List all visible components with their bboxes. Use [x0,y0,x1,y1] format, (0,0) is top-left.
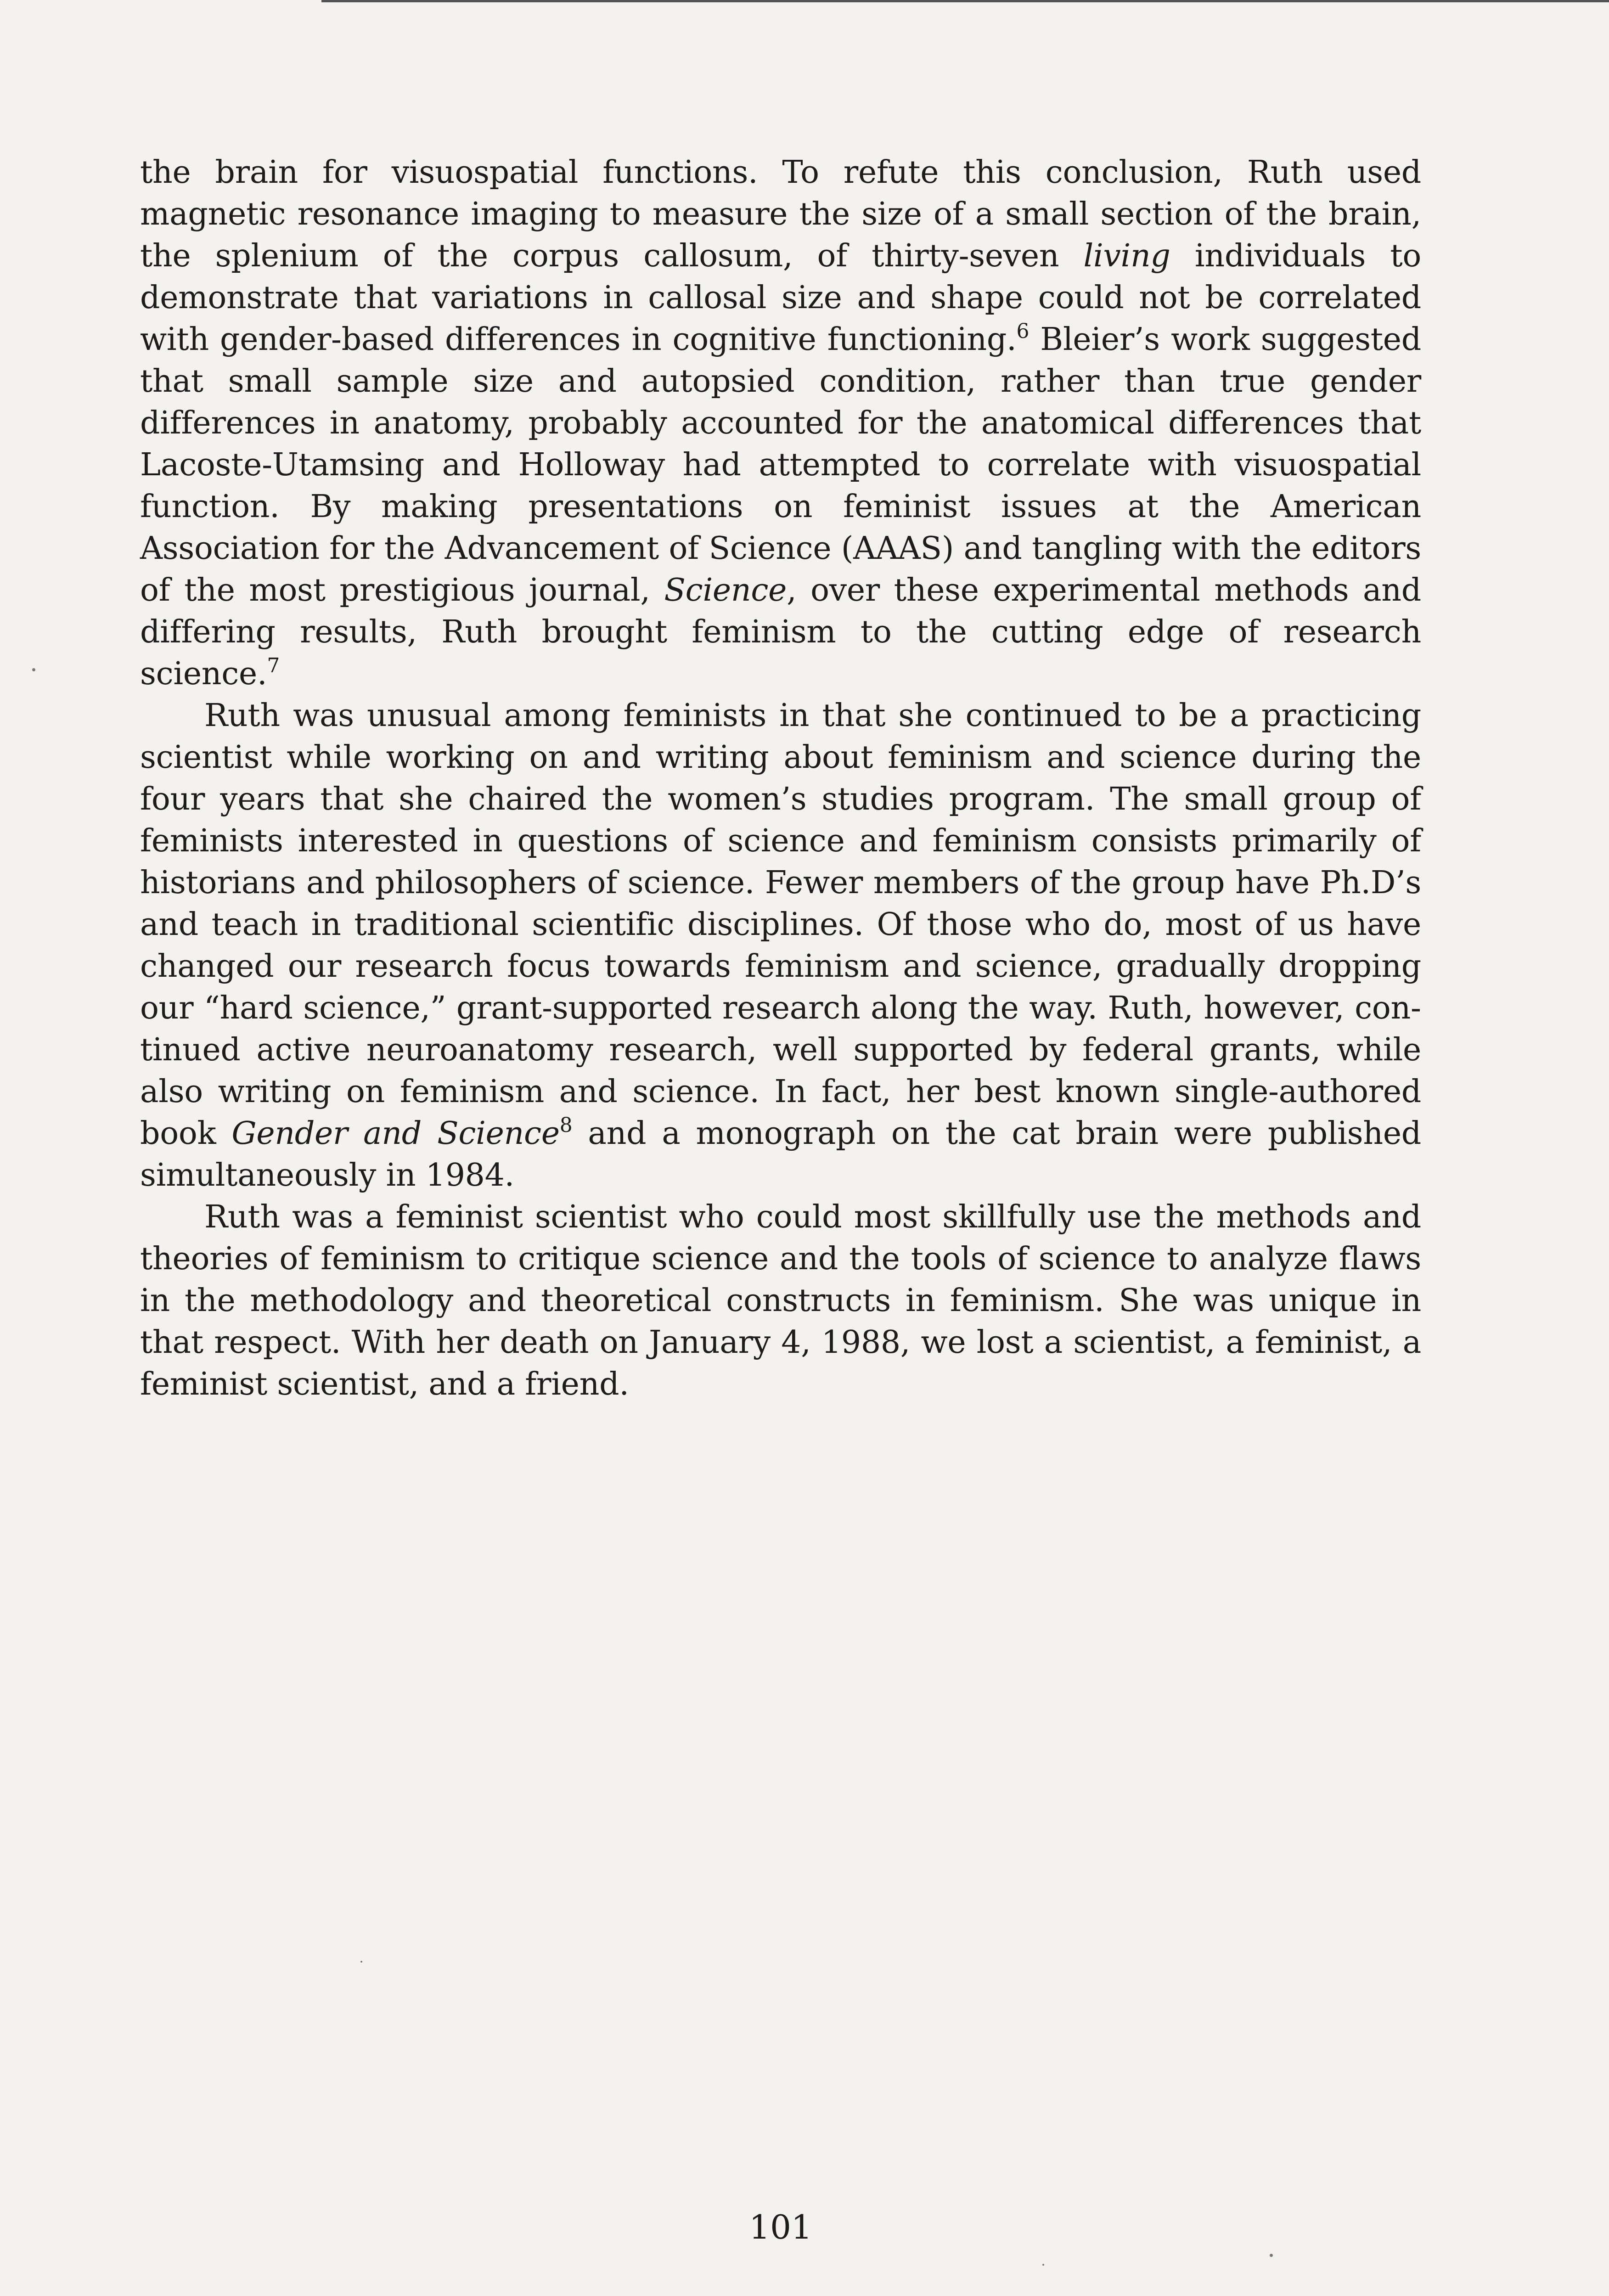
text-run: and a monograph on the cat brain were published simultaneously in 1984. [140,1115,1421,1193]
text-run: individuals to demonstrate that variations in callosal size and shape could not be correlated with gender-based differences in cognitive functioning. [140,238,1421,358]
paragraph-2 [140,695,1421,1196]
scan-speck [1270,2254,1273,2257]
italic-run: living [1083,238,1170,274]
italic-run: Science [664,572,787,608]
text-run: the brain for visuospatial functions. To refute this conclusion, Ruth used magnetic resonance imaging to measure the size of a small section of the brain, the splenium of the corpus callosum, of thirty-seven [140,154,1421,274]
paragraph-3 [140,1196,1421,1405]
scan-speck [360,1961,362,1963]
scan-speck [32,668,35,671]
text-run: Ruth was unusual among feminists in that she continued to be a practicing scientist while working on and writing about feminism and science during the four years that she chaired the women’s studies program. The small group of feminists interested in questions of science and feminism consists primarily of historians and philosophers of science. Fewer members of the group have Ph.D’s and teach in traditional scientific disciplines. Of those who do, most of us have changed our research focus towards feminism and science, gradually dropping our “hard science,” grant-supported research along the way. Ruth, however, continued active neuroanatomy research, well supported by federal grants, while also writing on feminism and science. In fact, her best known single-authored book [140,698,1421,1152]
footnote-ref-6: 6 [1016,320,1030,343]
text-run: Bleier’s work suggested that small sample size and autopsied condition, rather than true gender differences in anatomy, probably accounted for the anatomical differences that Lacoste-Utamsing and Holloway had attempted to correlate with visuospatial function. By making presentations on feminist issues at the American Association for the Advancement of Science (AAAS) and tangling with the editors of the most prestigious journal, [140,321,1421,608]
footnote-ref-7: 7 [267,654,280,677]
text-run: , over these experimental methods and differing results, Ruth brought feminism to the cutting edge of research science. [140,572,1421,692]
page-body [140,152,1421,1405]
text-run: Ruth was a feminist scientist who could most skillfully use the methods and theories of feminism to critique science and the tools of science to analyze flaws in the methodology and theoretical constructs in feminism. She was unique in that respect. With her death on January 4, 1988, we lost a scientist, a feminist, a feminist scientist, and a friend. [140,1199,1421,1402]
paragraph-1 [140,152,1421,695]
top-rule [321,0,1609,2]
footnote-ref-8: 8 [559,1114,573,1137]
book-title: Gender and Science [231,1115,560,1152]
scan-speck [1042,2264,1044,2266]
page-number: 101 [749,2208,812,2246]
